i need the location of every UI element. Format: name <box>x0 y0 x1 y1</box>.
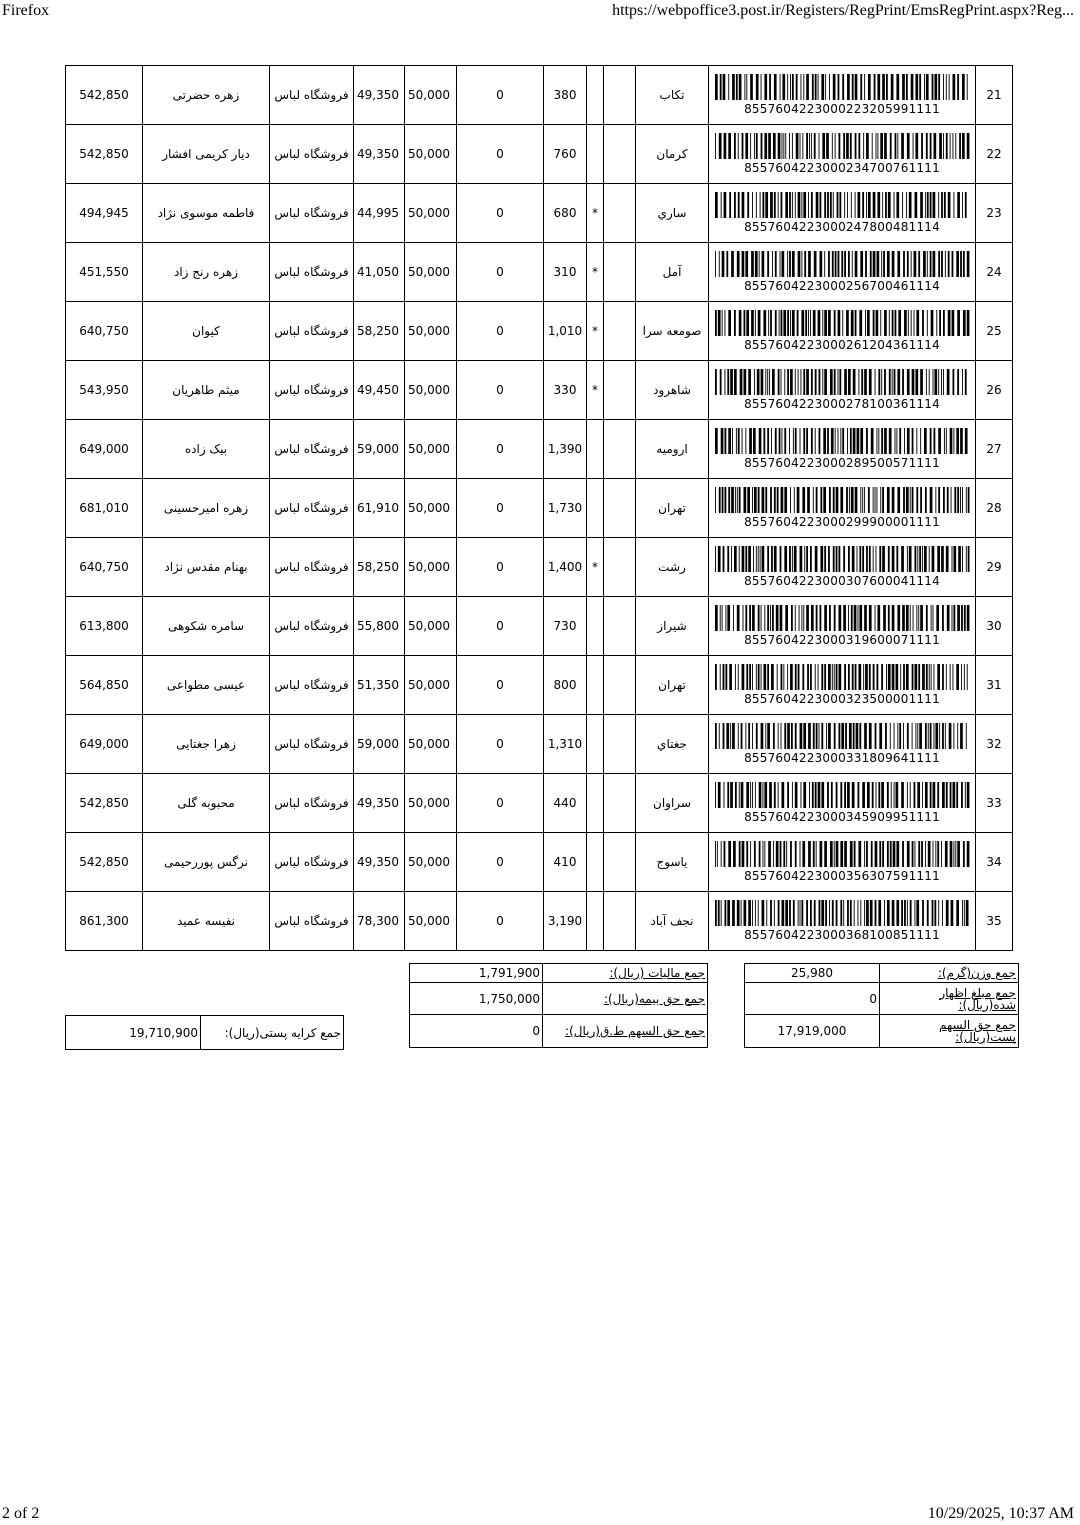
empty-cell <box>604 892 636 951</box>
recipient-name-cell: عیسی مطواعی <box>143 656 270 715</box>
row-index-cell: 30 <box>976 597 1013 656</box>
empty-cell <box>604 538 636 597</box>
fee-cell: 61,910 <box>354 479 405 538</box>
row-index-cell: 34 <box>976 833 1013 892</box>
barcode-number: 8557604223000234700761111 <box>744 161 940 175</box>
declared-value-cell: 0 <box>457 774 544 833</box>
recipient-name-cell: میثم طاهریان <box>143 361 270 420</box>
sender-type-cell: فروشگاه لباس <box>270 774 354 833</box>
recipient-name-cell: دیار کریمی افشار <box>143 125 270 184</box>
barcode-image <box>713 251 971 277</box>
barcode-image <box>713 192 971 218</box>
recipient-name-cell: سامره شکوهی <box>143 597 270 656</box>
declared-total-label: جمع مبلغ اظهار شده(ریال): <box>880 983 1019 1015</box>
destination-city-cell: آمل <box>636 243 709 302</box>
sender-type-cell: فروشگاه لباس <box>270 125 354 184</box>
sender-type-cell: فروشگاه لباس <box>270 597 354 656</box>
table-row <box>66 715 1013 774</box>
destination-city-cell: تکاب <box>636 66 709 125</box>
amount-cell: 564,850 <box>66 656 143 715</box>
recipient-name-cell: فاطمه موسوی نژاد <box>143 184 270 243</box>
insured-value-cell: 50,000 <box>405 656 457 715</box>
browser-title: Firefox <box>2 2 50 19</box>
barcode-image <box>713 487 971 513</box>
totals-box-postage <box>65 1015 344 1050</box>
sender-type-cell: فروشگاه لباس <box>270 361 354 420</box>
flag-cell <box>587 892 604 951</box>
flag-cell: * <box>587 184 604 243</box>
declared-value-cell: 0 <box>457 66 544 125</box>
weight-cell: 1,390 <box>544 420 587 479</box>
weight-cell: 760 <box>544 125 587 184</box>
amount-cell: 494,945 <box>66 184 143 243</box>
barcode-image <box>713 546 971 572</box>
table-row <box>66 833 1013 892</box>
table-row <box>66 774 1013 833</box>
declared-total-value: 0 <box>745 983 880 1015</box>
destination-city-cell: ساري <box>636 184 709 243</box>
barcode-cell <box>709 774 976 833</box>
row-index-cell: 24 <box>976 243 1013 302</box>
recipient-name-cell: زهره امیرحسینی <box>143 479 270 538</box>
amount-cell: 542,850 <box>66 125 143 184</box>
empty-cell <box>604 125 636 184</box>
table-row <box>66 302 1013 361</box>
flag-cell <box>587 597 604 656</box>
tax-total-value: 1,791,900 <box>410 964 543 983</box>
barcode-number: 8557604223000299900001111 <box>744 515 940 529</box>
barcode-cell <box>709 125 976 184</box>
sender-type-cell: فروشگاه لباس <box>270 538 354 597</box>
table-row <box>66 361 1013 420</box>
table-row <box>66 892 1013 951</box>
insured-value-cell: 50,000 <box>405 420 457 479</box>
insured-value-cell: 50,000 <box>405 125 457 184</box>
print-datetime: 10/29/2025, 10:37 AM <box>927 1505 1074 1522</box>
destination-city-cell: رشت <box>636 538 709 597</box>
empty-cell <box>604 715 636 774</box>
row-index-cell: 22 <box>976 125 1013 184</box>
empty-cell <box>604 243 636 302</box>
amount-cell: 542,850 <box>66 66 143 125</box>
recipient-name-cell: زهره رنج زاد <box>143 243 270 302</box>
barcode-number: 8557604223000307600041114 <box>744 574 940 588</box>
destination-city-cell: کرمان <box>636 125 709 184</box>
insurance-total-label: جمع حق بیمه(ریال): <box>543 983 708 1015</box>
amount-cell: 681,010 <box>66 479 143 538</box>
empty-cell <box>604 302 636 361</box>
tax-total-label: جمع مالیات (ریال): <box>543 964 708 983</box>
destination-city-cell: نجف آباد <box>636 892 709 951</box>
fee-cell: 78,300 <box>354 892 405 951</box>
amount-cell: 649,000 <box>66 420 143 479</box>
fee-cell: 55,800 <box>354 597 405 656</box>
insured-value-cell: 50,000 <box>405 597 457 656</box>
barcode-number: 8557604223000256700461114 <box>744 279 940 293</box>
amount-cell: 451,550 <box>66 243 143 302</box>
recipient-name-cell: زهره حضرتی <box>143 66 270 125</box>
insurance-total-value: 1,750,000 <box>410 983 543 1015</box>
barcode-cell <box>709 243 976 302</box>
insured-value-cell: 50,000 <box>405 538 457 597</box>
page-counter: 2 of 2 <box>2 1505 40 1522</box>
destination-city-cell: تهران <box>636 479 709 538</box>
barcode-image <box>713 900 971 926</box>
flag-cell: * <box>587 243 604 302</box>
barcode-cell <box>709 479 976 538</box>
fee-cell: 41,050 <box>354 243 405 302</box>
barcode-image <box>713 428 971 454</box>
barcode-cell <box>709 597 976 656</box>
table-row <box>66 243 1013 302</box>
barcode-cell <box>709 302 976 361</box>
fee-cell: 49,350 <box>354 66 405 125</box>
barcode-number: 8557604223000261204361114 <box>744 338 940 352</box>
amount-cell: 861,300 <box>66 892 143 951</box>
barcode-image <box>713 664 971 690</box>
destination-city-cell: صومعه سرا <box>636 302 709 361</box>
barcode-number: 8557604223000289500571111 <box>744 456 940 470</box>
flag-cell <box>587 656 604 715</box>
flag-cell <box>587 125 604 184</box>
weight-cell: 380 <box>544 66 587 125</box>
row-index-cell: 32 <box>976 715 1013 774</box>
insured-value-cell: 50,000 <box>405 66 457 125</box>
weight-cell: 330 <box>544 361 587 420</box>
declared-value-cell: 0 <box>457 243 544 302</box>
tq-share-value: 0 <box>410 1015 543 1048</box>
amount-cell: 542,850 <box>66 833 143 892</box>
tq-share-label: جمع حق السهم ط.ق(ریال): <box>543 1015 708 1048</box>
table-row <box>66 420 1013 479</box>
row-index-cell: 21 <box>976 66 1013 125</box>
row-index-cell: 31 <box>976 656 1013 715</box>
weight-total-value: 25,980 <box>745 964 880 983</box>
table-row <box>66 538 1013 597</box>
barcode-image <box>713 74 971 100</box>
shipments-table <box>65 65 1013 951</box>
weight-cell: 310 <box>544 243 587 302</box>
recipient-name-cell: نفیسه عمید <box>143 892 270 951</box>
declared-value-cell: 0 <box>457 125 544 184</box>
destination-city-cell: جغتاي <box>636 715 709 774</box>
insured-value-cell: 50,000 <box>405 361 457 420</box>
flag-cell <box>587 420 604 479</box>
barcode-cell <box>709 184 976 243</box>
declared-value-cell: 0 <box>457 656 544 715</box>
destination-city-cell: شیراز <box>636 597 709 656</box>
declared-value-cell: 0 <box>457 833 544 892</box>
fee-cell: 49,350 <box>354 774 405 833</box>
sender-type-cell: فروشگاه لباس <box>270 243 354 302</box>
row-index-cell: 26 <box>976 361 1013 420</box>
flag-cell: * <box>587 302 604 361</box>
destination-city-cell: شاهرود <box>636 361 709 420</box>
totals-box-fees <box>409 963 708 1048</box>
insured-value-cell: 50,000 <box>405 892 457 951</box>
declared-value-cell: 0 <box>457 597 544 656</box>
fee-cell: 49,450 <box>354 361 405 420</box>
insured-value-cell: 50,000 <box>405 774 457 833</box>
amount-cell: 543,950 <box>66 361 143 420</box>
postage-total-label: جمع کرایه پستی(ریال): <box>201 1016 344 1050</box>
row-index-cell: 28 <box>976 479 1013 538</box>
fee-cell: 59,000 <box>354 420 405 479</box>
declared-value-cell: 0 <box>457 479 544 538</box>
barcode-image <box>713 723 971 749</box>
recipient-name-cell: بیک زاده <box>143 420 270 479</box>
amount-cell: 649,000 <box>66 715 143 774</box>
post-share-value: 17,919,000 <box>745 1015 880 1048</box>
sender-type-cell: فروشگاه لباس <box>270 892 354 951</box>
post-share-label: جمع حق السهم پست(ریال): <box>880 1015 1019 1048</box>
postage-total-value: 19,710,900 <box>66 1016 201 1050</box>
row-index-cell: 27 <box>976 420 1013 479</box>
barcode-image <box>713 782 971 808</box>
barcode-number: 8557604223000223205991111 <box>744 102 940 116</box>
table-row <box>66 656 1013 715</box>
sender-type-cell: فروشگاه لباس <box>270 715 354 774</box>
amount-cell: 613,800 <box>66 597 143 656</box>
insured-value-cell: 50,000 <box>405 302 457 361</box>
row-index-cell: 23 <box>976 184 1013 243</box>
barcode-cell <box>709 66 976 125</box>
flag-cell: * <box>587 361 604 420</box>
barcode-number: 8557604223000247800481114 <box>744 220 940 234</box>
amount-cell: 640,750 <box>66 538 143 597</box>
barcode-cell <box>709 538 976 597</box>
flag-cell: * <box>587 538 604 597</box>
empty-cell <box>604 833 636 892</box>
recipient-name-cell: بهنام مقدس نژاد <box>143 538 270 597</box>
barcode-cell <box>709 892 976 951</box>
declared-value-cell: 0 <box>457 892 544 951</box>
barcode-image <box>713 133 971 159</box>
amount-cell: 640,750 <box>66 302 143 361</box>
barcode-number: 8557604223000368100851111 <box>744 928 940 942</box>
table-row <box>66 125 1013 184</box>
fee-cell: 58,250 <box>354 302 405 361</box>
barcode-image <box>713 841 971 867</box>
fee-cell: 49,350 <box>354 833 405 892</box>
insured-value-cell: 50,000 <box>405 833 457 892</box>
empty-cell <box>604 479 636 538</box>
insured-value-cell: 50,000 <box>405 479 457 538</box>
empty-cell <box>604 66 636 125</box>
weight-cell: 3,190 <box>544 892 587 951</box>
declared-value-cell: 0 <box>457 302 544 361</box>
weight-cell: 1,400 <box>544 538 587 597</box>
totals-box-weight <box>744 963 1019 1048</box>
table-row <box>66 479 1013 538</box>
flag-cell <box>587 479 604 538</box>
weight-cell: 680 <box>544 184 587 243</box>
row-index-cell: 29 <box>976 538 1013 597</box>
barcode-number: 8557604223000345909951111 <box>744 810 940 824</box>
barcode-image <box>713 605 971 631</box>
amount-cell: 542,850 <box>66 774 143 833</box>
declared-value-cell: 0 <box>457 420 544 479</box>
flag-cell <box>587 66 604 125</box>
recipient-name-cell: محبوبه گلی <box>143 774 270 833</box>
destination-city-cell: ارومیه <box>636 420 709 479</box>
weight-cell: 410 <box>544 833 587 892</box>
empty-cell <box>604 597 636 656</box>
barcode-cell <box>709 420 976 479</box>
weight-cell: 800 <box>544 656 587 715</box>
destination-city-cell: یاسوج <box>636 833 709 892</box>
empty-cell <box>604 420 636 479</box>
flag-cell <box>587 774 604 833</box>
empty-cell <box>604 774 636 833</box>
barcode-cell <box>709 656 976 715</box>
sender-type-cell: فروشگاه لباس <box>270 302 354 361</box>
barcode-cell <box>709 715 976 774</box>
barcode-number: 8557604223000356307591111 <box>744 869 940 883</box>
fee-cell: 58,250 <box>354 538 405 597</box>
table-row <box>66 597 1013 656</box>
flag-cell <box>587 715 604 774</box>
barcode-cell <box>709 361 976 420</box>
barcode-number: 8557604223000323500001111 <box>744 692 940 706</box>
barcode-image <box>713 369 971 395</box>
fee-cell: 49,350 <box>354 125 405 184</box>
weight-cell: 730 <box>544 597 587 656</box>
insured-value-cell: 50,000 <box>405 184 457 243</box>
insured-value-cell: 50,000 <box>405 243 457 302</box>
row-index-cell: 25 <box>976 302 1013 361</box>
row-index-cell: 35 <box>976 892 1013 951</box>
empty-cell <box>604 184 636 243</box>
weight-cell: 1,730 <box>544 479 587 538</box>
weight-total-label: جمع وزن(گرم): <box>880 964 1019 983</box>
declared-value-cell: 0 <box>457 538 544 597</box>
declared-value-cell: 0 <box>457 361 544 420</box>
recipient-name-cell: کیوان <box>143 302 270 361</box>
weight-cell: 1,310 <box>544 715 587 774</box>
barcode-number: 8557604223000331809641111 <box>744 751 940 765</box>
fee-cell: 44,995 <box>354 184 405 243</box>
table-row <box>66 184 1013 243</box>
empty-cell <box>604 361 636 420</box>
recipient-name-cell: زهرا جغتایی <box>143 715 270 774</box>
sender-type-cell: فروشگاه لباس <box>270 833 354 892</box>
barcode-number: 8557604223000278100361114 <box>744 397 940 411</box>
barcode-image <box>713 310 971 336</box>
sender-type-cell: فروشگاه لباس <box>270 656 354 715</box>
barcode-cell <box>709 833 976 892</box>
sender-type-cell: فروشگاه لباس <box>270 184 354 243</box>
weight-cell: 440 <box>544 774 587 833</box>
row-index-cell: 33 <box>976 774 1013 833</box>
sender-type-cell: فروشگاه لباس <box>270 479 354 538</box>
sender-type-cell: فروشگاه لباس <box>270 420 354 479</box>
sender-type-cell: فروشگاه لباس <box>270 66 354 125</box>
barcode-number: 8557604223000319600071111 <box>744 633 940 647</box>
destination-city-cell: سراوان <box>636 774 709 833</box>
insured-value-cell: 50,000 <box>405 715 457 774</box>
weight-cell: 1,010 <box>544 302 587 361</box>
page-url: https://webpoffice3.post.ir/Registers/RegPrint/EmsRegPrint.aspx?Reg... <box>612 2 1074 19</box>
destination-city-cell: تهران <box>636 656 709 715</box>
recipient-name-cell: نرگس پوررحیمی <box>143 833 270 892</box>
table-row <box>66 66 1013 125</box>
flag-cell <box>587 833 604 892</box>
fee-cell: 51,350 <box>354 656 405 715</box>
declared-value-cell: 0 <box>457 715 544 774</box>
fee-cell: 59,000 <box>354 715 405 774</box>
empty-cell <box>604 656 636 715</box>
declared-value-cell: 0 <box>457 184 544 243</box>
